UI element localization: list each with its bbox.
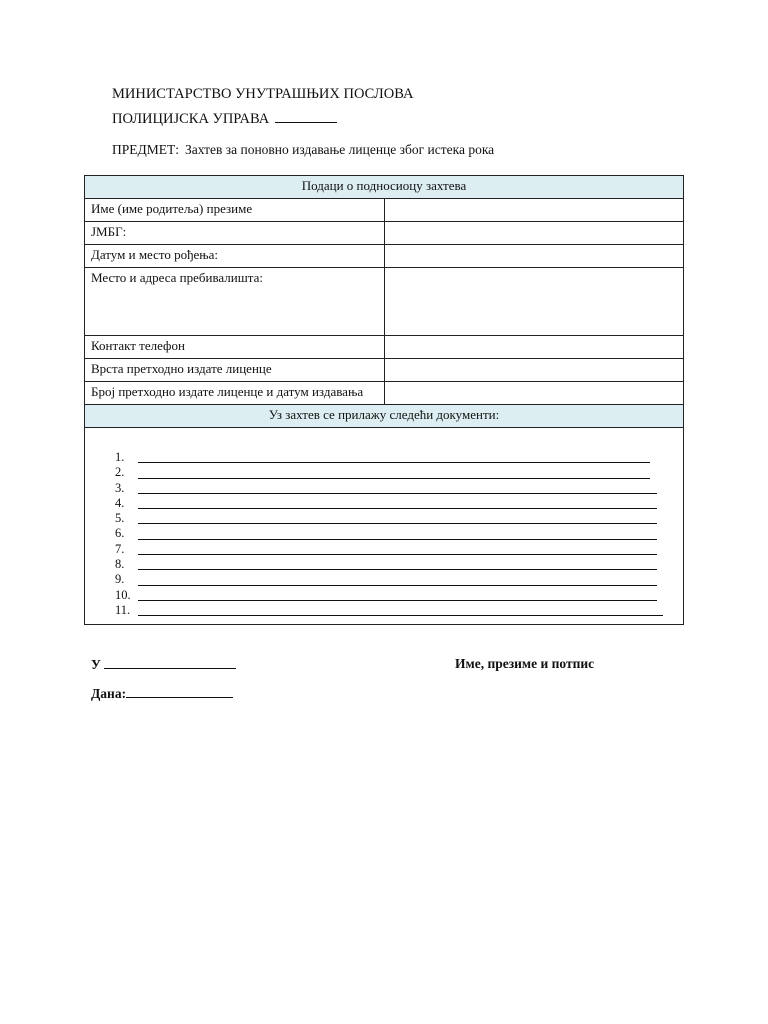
table-row <box>85 245 684 268</box>
date-label: Дана: <box>91 686 127 701</box>
doc-blank-line[interactable] <box>138 539 657 540</box>
applicant-table <box>84 175 684 625</box>
place-blank[interactable] <box>104 656 236 669</box>
doc-number: 6. <box>115 526 125 541</box>
row-value-license-number[interactable] <box>384 382 684 405</box>
row-label-birth: Датум и место рођења: <box>85 245 385 268</box>
doc-blank-line[interactable] <box>138 478 650 479</box>
list-item <box>115 557 137 572</box>
row-label-name: Име (име родитеља) презиме <box>85 199 385 222</box>
table-row <box>85 268 684 336</box>
row-label-license-number: Број претходно издате лиценце и датум издавања <box>85 382 385 405</box>
doc-number: 2. <box>115 465 125 480</box>
doc-number: 8. <box>115 557 125 572</box>
row-label-license-type: Врста претходно издате лиценце <box>85 359 385 382</box>
subject-line <box>112 142 494 158</box>
table-row <box>85 222 684 245</box>
doc-number: 1. <box>115 450 125 464</box>
doc-number: 10. <box>115 587 131 602</box>
subject-text: Захтев за поновно издавање лиценце због истека рока <box>184 142 495 157</box>
doc-number: 11. <box>115 602 131 617</box>
list-item <box>115 588 137 603</box>
list-item <box>115 496 137 511</box>
date-line <box>91 685 233 702</box>
list-item <box>115 511 137 526</box>
list-item <box>115 526 137 541</box>
signature-label: Име, презиме и потпис <box>455 656 595 671</box>
applicant-data-header: Подаци о подносиоцу захтева <box>85 176 684 199</box>
list-item <box>115 603 137 618</box>
table-row <box>85 336 684 359</box>
list-item <box>115 572 137 587</box>
list-item <box>115 450 137 465</box>
documents-cell <box>85 428 684 625</box>
doc-blank-line[interactable] <box>138 554 657 555</box>
row-label-jmbg: ЈМБГ: <box>85 222 385 245</box>
doc-blank-line[interactable] <box>138 493 657 494</box>
date-blank[interactable] <box>126 685 233 698</box>
doc-blank-line[interactable] <box>138 569 657 570</box>
list-item <box>115 542 137 557</box>
row-label-address: Место и адреса пребивалишта: <box>85 268 385 336</box>
place-line <box>91 656 236 673</box>
doc-blank-line[interactable] <box>138 585 657 586</box>
doc-number: 3. <box>115 480 125 495</box>
documents-list <box>115 450 137 618</box>
row-value-birth[interactable] <box>384 245 684 268</box>
doc-number: 9. <box>115 572 125 587</box>
police-dept-line <box>112 110 337 128</box>
table-row <box>85 359 684 382</box>
doc-blank-line[interactable] <box>138 600 657 601</box>
place-label: У <box>91 657 101 672</box>
list-item <box>115 481 137 496</box>
row-value-license-type[interactable] <box>384 359 684 382</box>
table-row <box>85 199 684 222</box>
doc-number: 4. <box>115 495 125 510</box>
doc-blank-line[interactable] <box>138 462 650 463</box>
doc-number: 5. <box>115 511 125 526</box>
subject-label: ПРЕДМЕТ: <box>112 142 179 157</box>
doc-blank-line[interactable] <box>138 615 663 616</box>
row-value-jmbg[interactable] <box>384 222 684 245</box>
doc-number: 7. <box>115 541 125 556</box>
doc-blank-line[interactable] <box>138 523 657 524</box>
row-value-phone[interactable] <box>384 336 684 359</box>
row-value-address[interactable] <box>384 268 684 336</box>
table-row <box>85 382 684 405</box>
documents-header: Уз захтев се прилажу следећи документи: <box>85 405 684 428</box>
row-label-phone: Контакт телефон <box>85 336 385 359</box>
list-item <box>115 465 137 480</box>
doc-blank-line[interactable] <box>138 508 657 509</box>
row-value-name[interactable] <box>384 199 684 222</box>
police-dept-label: ПОЛИЦИЈСКА УПРАВА <box>112 111 270 127</box>
ministry-title: МИНИСТАРСТВО УНУТРАШЊИХ ПОСЛОВА <box>112 86 414 102</box>
police-dept-blank[interactable] <box>275 110 337 123</box>
